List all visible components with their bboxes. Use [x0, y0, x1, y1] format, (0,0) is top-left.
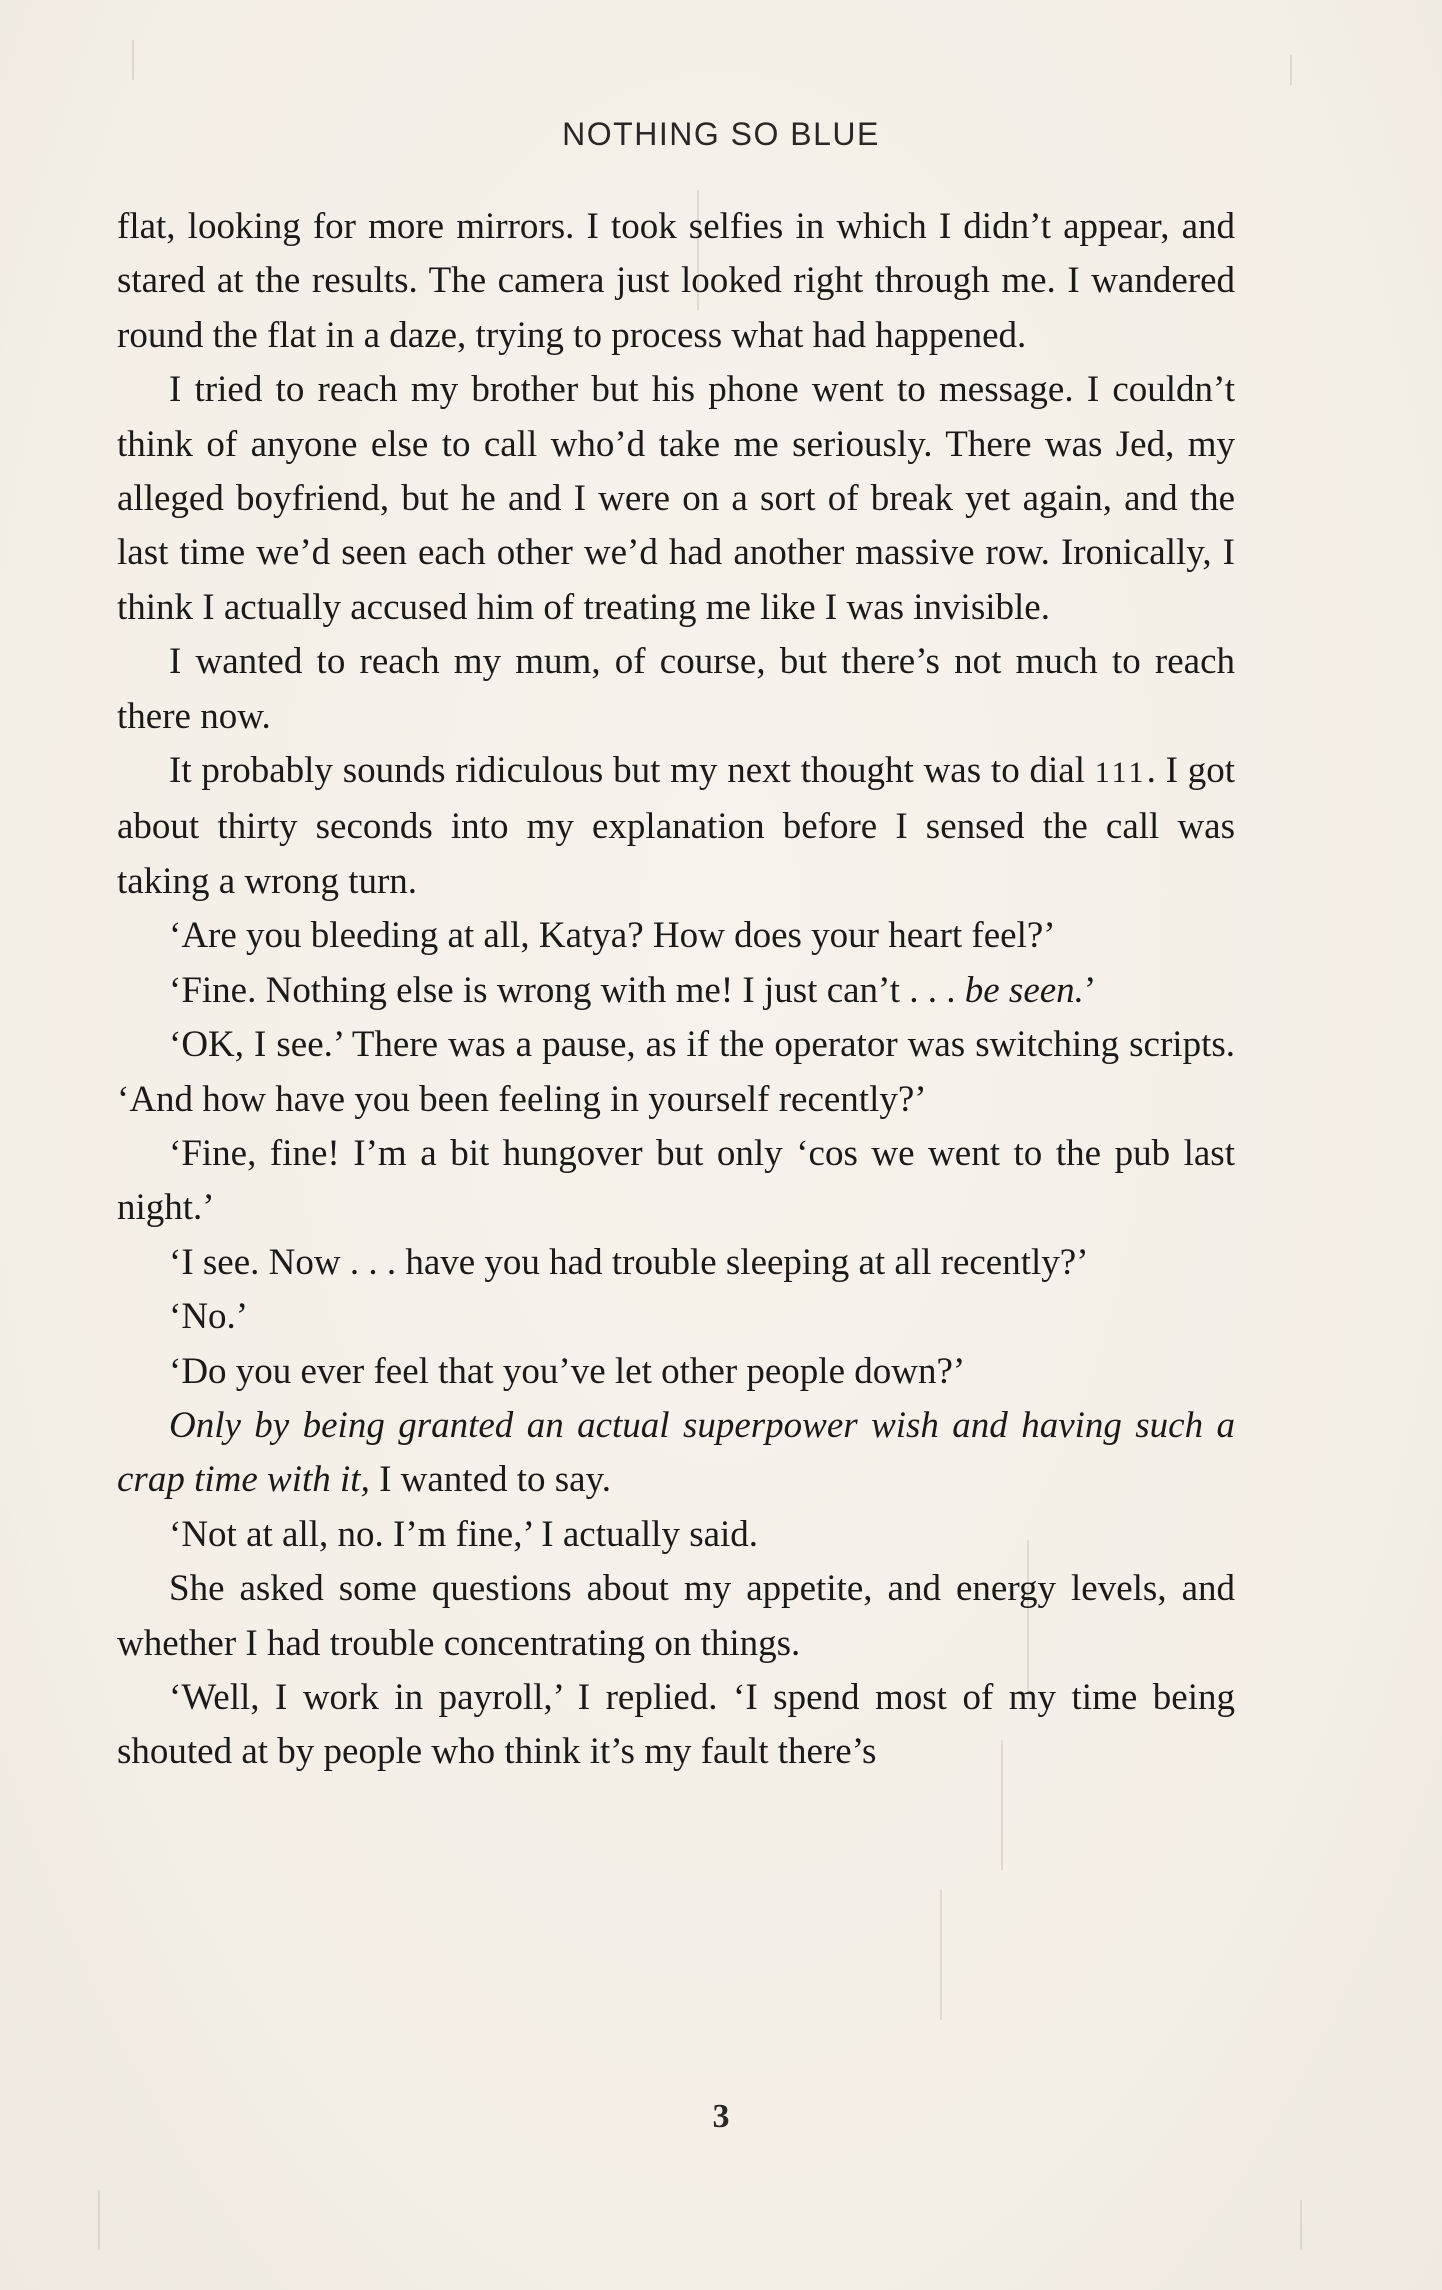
paragraph: I wanted to reach my mum, of course, but there’s not much to reach there now. — [117, 641, 1235, 737]
paragraph-text: I wanted to say. — [369, 1459, 611, 1501]
page-number: 3 — [712, 2098, 730, 2135]
paragraph-text: It probably sounds ridiculous but my next thought was to dial — [169, 750, 1095, 792]
scan-fold-line — [940, 1890, 942, 2020]
paragraph: I tried to reach my brother but his phone went to message. I couldn’t think of anyone else to call who’d take me seriously. There was Jed, my alleged boyfriend, but he and I were on a sort of break yet again, and the last time we’d seen each other we’d had another massive row. Ironically, I think I actually accused him of treating me like I was invisible. — [117, 369, 1235, 628]
dialogue-line: ‘No.’ — [169, 1296, 249, 1338]
dialogue-line: ‘Fine, fine! I’m a bit hungover but only ‘cos we went to the pub last night.’ — [117, 1132, 1235, 1229]
body-text — [117, 200, 1235, 1780]
paragraph-text: ’ — [1083, 969, 1097, 1011]
dialogue-line: ‘Not at all, no. I’m fine,’ I actually said. — [169, 1513, 759, 1555]
paragraph-text: . I got about thirty seconds into my explanation before I sensed the call was taking a wrong turn. — [117, 750, 1236, 902]
paragraph: flat, looking for more mirrors. I took selfies in which I didn’t appear, and stared at the results. The camera just looked right through me. I wandered round the flat in a daze, trying to process what had happened. — [117, 206, 1235, 356]
dialogue-line: ‘OK, I see.’ There was a pause, as if the operator was switching scripts. ‘And how have you been feeling in yourself recently?’ — [117, 1024, 1235, 1120]
scan-edge-mark — [132, 40, 134, 80]
paragraph: She asked some questions about my appetite, and energy levels, and whether I had trouble concentrating on things. — [117, 1568, 1235, 1664]
paragraph — [117, 744, 1235, 909]
dialogue-line: ‘Are you bleeding at all, Katya? How does your heart feel?’ — [169, 915, 1056, 957]
running-head: NOTHING SO BLUE — [562, 116, 880, 152]
scan-edge-mark — [1300, 2200, 1302, 2250]
dialogue-line — [117, 964, 1235, 1018]
emphasis-text: Only by being granted an actual superpower wish and having such a crap time with it, — [117, 1404, 1235, 1501]
emphasis-text: be seen. — [964, 969, 1084, 1011]
inner-thought — [117, 1399, 1235, 1508]
dialogue-line: ‘Well, I work in payroll,’ I replied. ‘I spend most of my time being shouted at by people who think it’s my fault there’s — [117, 1676, 1235, 1773]
scan-edge-mark — [1290, 55, 1292, 85]
dialogue-line: ‘I see. Now . . . have you had trouble sleeping at all recently?’ — [169, 1241, 1089, 1283]
dialogue-line: ‘Do you ever feel that you’ve let other people down?’ — [169, 1350, 966, 1392]
scan-edge-mark — [98, 2190, 100, 2250]
paragraph-text: ‘Fine. Nothing else is wrong with me! I just can’t . . . — [169, 969, 965, 1011]
phone-number: 111 — [1094, 756, 1147, 790]
